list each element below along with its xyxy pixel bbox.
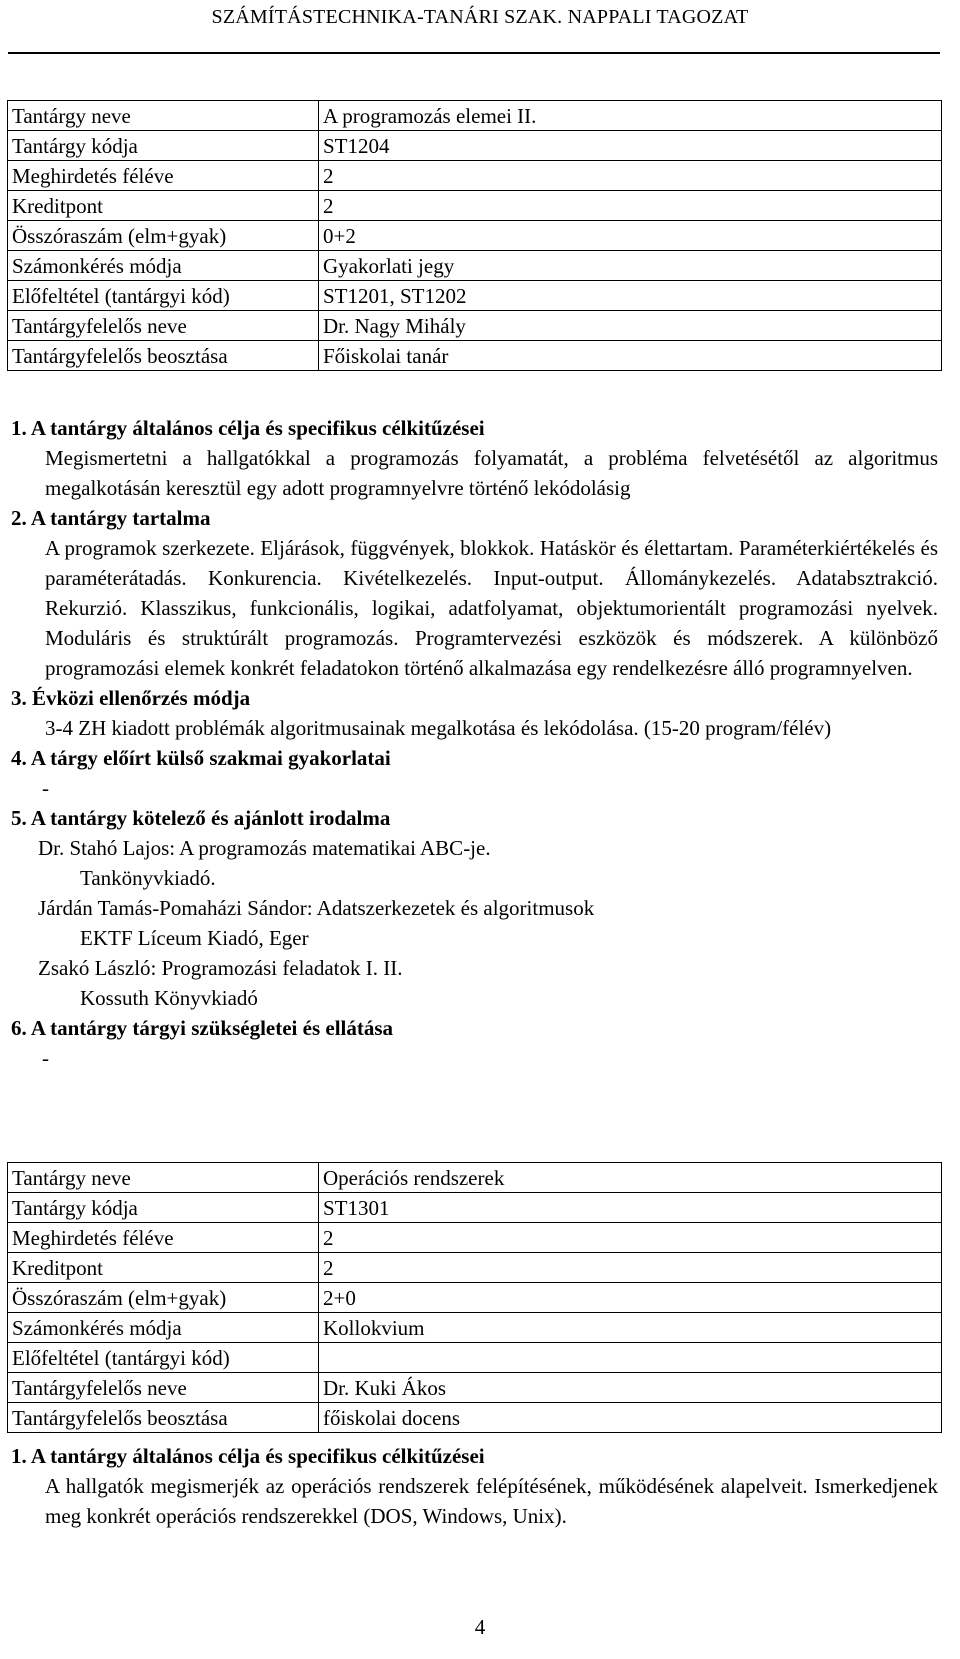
field-value [319,1343,942,1373]
field-label: Tantárgyfelelős neve [8,311,319,341]
field-value: Dr. Nagy Mihály [319,311,942,341]
course1-sections [10,413,938,1073]
list-item: Zsakó László: Programozási feladatok I. II. [38,956,403,980]
field-value: ST1201, ST1202 [319,281,942,311]
field-label: Tantárgy kódja [8,1193,319,1223]
table-row [8,131,942,161]
field-value: 2 [319,1253,942,1283]
field-label: Tantárgyfelelős beosztása [8,341,319,371]
section-title-goals: 1. A tantárgy általános célja és specifikus célkitűzései [11,1444,485,1468]
field-value: Operációs rendszerek [319,1163,942,1193]
field-value: 2 [319,191,942,221]
header-divider [8,52,940,54]
course2-sections [10,1441,938,1531]
section-title-practice: 4. A tárgy előírt külső szakmai gyakorlatai [11,746,391,770]
table-row [8,1283,942,1313]
field-label: Kreditpont [8,191,319,221]
field-value: Gyakorlati jegy [319,251,942,281]
field-value: A programozás elemei II. [319,101,942,131]
field-label: Számonkérés módja [8,1313,319,1343]
section-title-assessment: 3. Évközi ellenőrzés módja [11,686,251,710]
section-body-practice: - [42,776,49,800]
section-body-goals: Megismertetni a hallgatókkal a programozás folyamatát, a probléma felvetésétől az algoritmus megalkotásán keresztül egy adott programnyelvre történő lekódolásig [45,446,938,500]
section-body-goals: A hallgatók megismerjék az operációs rendszerek felépítésének, működésének alapelveit. Ismerkedjenek meg konkrét operációs rendszerekkel (DOS, Windows, Unix). [45,1474,938,1528]
field-label: Előfeltétel (tantárgyi kód) [8,1343,319,1373]
field-value: 2+0 [319,1283,942,1313]
table-row [8,1403,942,1433]
field-value: Dr. Kuki Ákos [319,1373,942,1403]
list-item: EKTF Líceum Kiadó, Eger [80,926,309,950]
table-row [8,341,942,371]
section-title-equipment: 6. A tantárgy tárgyi szükségletei és ellátása [11,1016,394,1040]
table-row [8,311,942,341]
field-value: Kollokvium [319,1313,942,1343]
field-value: 0+2 [319,221,942,251]
field-value: Főiskolai tanár [319,341,942,371]
table-row [8,1373,942,1403]
table-row [8,1343,942,1373]
list-item: Kossuth Könyvkiadó [80,986,258,1010]
field-label: Kreditpont [8,1253,319,1283]
section-body-assessment: 3-4 ZH kiadott problémák algoritmusainak megalkotása és lekódolása. (15-20 program/félév) [45,716,832,740]
field-value: 2 [319,161,942,191]
section-title-content: 2. A tantárgy tartalma [11,506,211,530]
course-info-table-1 [7,100,942,371]
section-body-equipment: - [42,1046,49,1070]
table-row [8,1193,942,1223]
field-label: Tantárgy neve [8,101,319,131]
list-item: Tankönyvkiadó. [80,866,216,890]
field-label: Meghirdetés féléve [8,161,319,191]
list-item: Járdán Tamás-Pomaházi Sándor: Adatszerkezetek és algoritmusok [38,896,595,920]
table-row [8,161,942,191]
field-label: Összóraszám (elm+gyak) [8,221,319,251]
field-label: Tantárgyfelelős beosztása [8,1403,319,1433]
table-row [8,251,942,281]
section-title-literature: 5. A tantárgy kötelező és ajánlott irodalma [11,806,391,830]
page-number: 4 [474,1615,486,1639]
table-row [8,1223,942,1253]
field-label: Tantárgy neve [8,1163,319,1193]
table-row [8,1313,942,1343]
table-row [8,221,942,251]
field-value: ST1204 [319,131,942,161]
list-item: Dr. Stahó Lajos: A programozás matematikai ABC-je. [38,836,491,860]
field-value: főiskolai docens [319,1403,942,1433]
field-value: ST1301 [319,1193,942,1223]
field-label: Számonkérés módja [8,251,319,281]
section-body-content: A programok szerkezete. Eljárások, függvények, blokkok. Hatáskör és élettartam. Paraméterkiértékelés és paraméterátadás. Konkurencia. Kivételkezelés. Input-output. Állománykezelés. Adatabsztrakció. Rekurzió. Klasszikus, funkcionális, logikai, adatfolyamat, objektumorientált programozási nyelvek. Moduláris és struktúrált programozás. Programtervezési eszközök és módszerek. A különböző programozási elemek konkrét feladatokon történő alkalmazása egy rendelkezésre álló programnyelven. [45,536,938,680]
page-header: SZÁMÍTÁSTECHNIKA-TANÁRI SZAK. NAPPALI TAGOZAT [211,6,749,28]
field-value: 2 [319,1223,942,1253]
literature-list [10,833,938,1013]
field-label: Előfeltétel (tantárgyi kód) [8,281,319,311]
field-label: Tantárgy kódja [8,131,319,161]
field-label: Összóraszám (elm+gyak) [8,1283,319,1313]
table-row [8,1163,942,1193]
table-row [8,281,942,311]
table-row [8,1253,942,1283]
table-row [8,191,942,221]
course-info-table-2 [7,1162,942,1433]
section-title-goals: 1. A tantárgy általános célja és specifikus célkitűzései [11,416,485,440]
field-label: Meghirdetés féléve [8,1223,319,1253]
field-label: Tantárgyfelelős neve [8,1373,319,1403]
table-row [8,101,942,131]
